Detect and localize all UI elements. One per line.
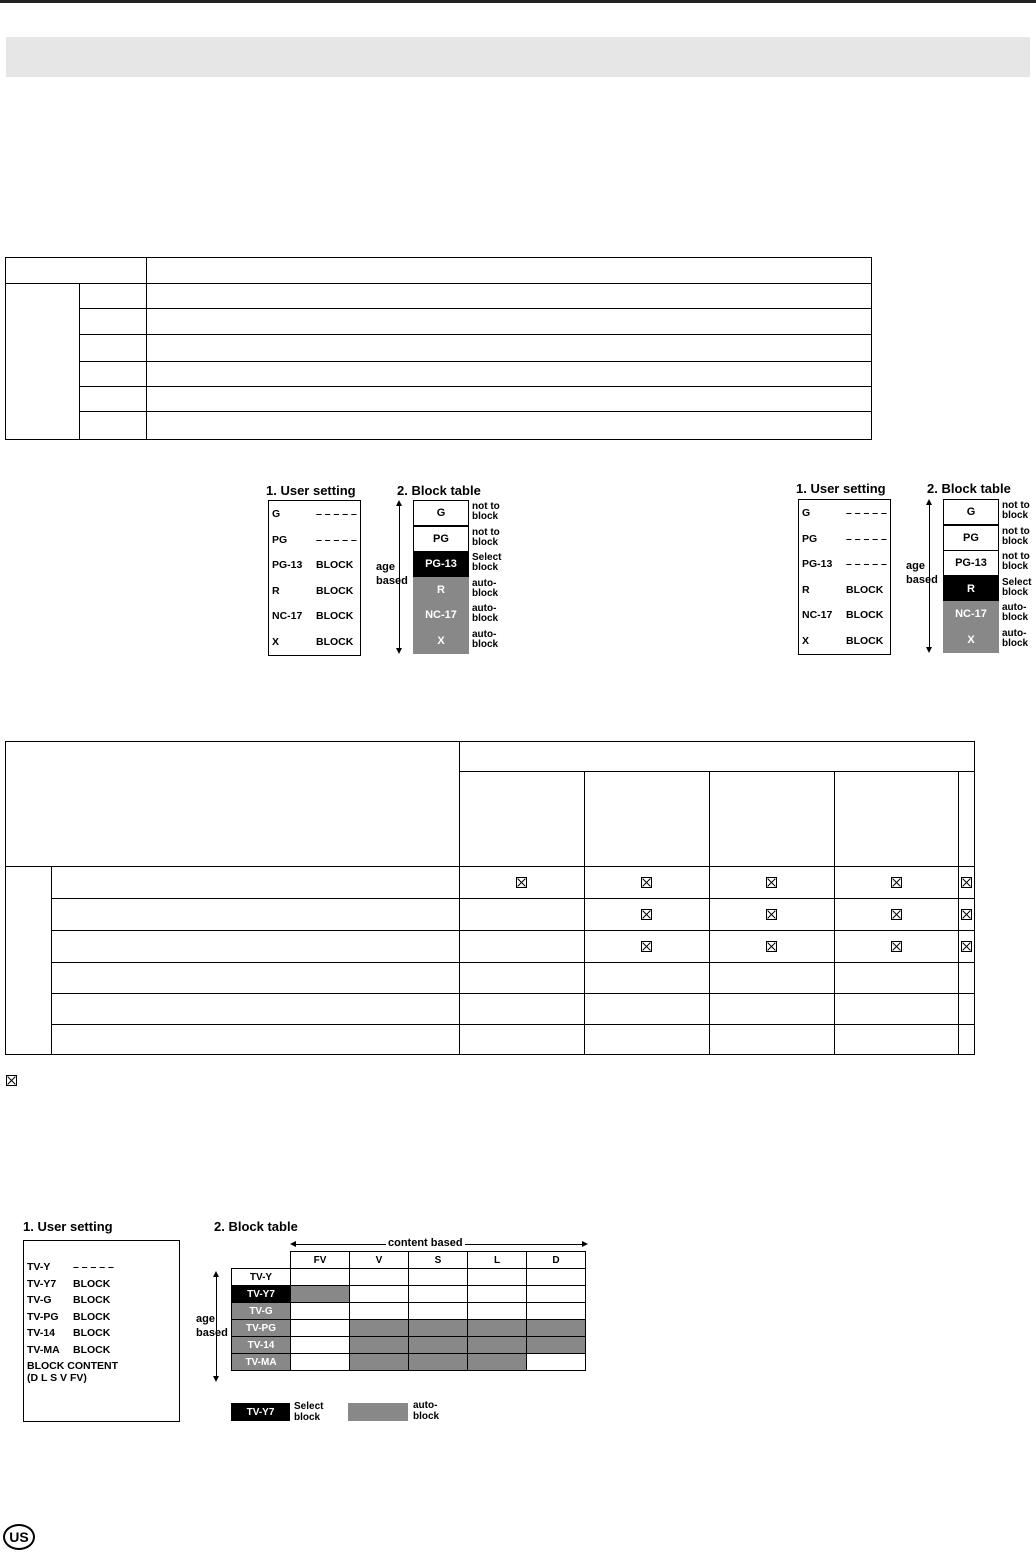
- content-cell: [291, 1337, 350, 1354]
- check-cell: [709, 899, 834, 931]
- block-table-note: block: [1002, 535, 1029, 547]
- user-setting-rating: NC-17: [802, 609, 833, 621]
- content-cell: [409, 1320, 468, 1337]
- user-setting-value: – – – – –: [846, 558, 887, 570]
- block-table-cell: R: [413, 577, 469, 603]
- user-setting-value: BLOCK: [316, 610, 354, 622]
- age-based-label: age: [196, 1313, 215, 1325]
- table-row: [6, 994, 975, 1025]
- table-row: [6, 867, 975, 899]
- user-setting-value: BLOCK: [316, 584, 354, 597]
- user-setting-value: – – – – –: [73, 1261, 114, 1273]
- user-setting-rating: PG: [802, 532, 818, 545]
- content-cell: [291, 1269, 350, 1286]
- content-cell: [291, 1286, 350, 1303]
- block-table-note: Select: [472, 552, 502, 564]
- content-column-header: D: [527, 1252, 586, 1269]
- block-table-title: 2. Block table: [214, 1219, 298, 1234]
- check-cell: [584, 931, 709, 963]
- check-cell: [584, 867, 709, 899]
- check-cell: [584, 963, 709, 994]
- block-table-cell: X: [413, 628, 469, 654]
- check-cell: [958, 994, 974, 1025]
- block-table-cell: PG-13: [413, 551, 469, 577]
- block-table-cell: NC-17: [943, 601, 999, 627]
- table-row: [232, 1269, 586, 1286]
- content-cell: [527, 1337, 586, 1354]
- user-setting-rating: TV-G: [27, 1294, 52, 1307]
- checkbox-x-icon: [961, 877, 972, 888]
- block-table-note: block: [472, 562, 499, 574]
- user-setting-value: BLOCK: [316, 635, 354, 648]
- checkbox-x-icon: [766, 877, 777, 888]
- content-cell: [291, 1320, 350, 1337]
- check-cell: [709, 963, 834, 994]
- user-setting-box: [798, 499, 891, 655]
- age-based-label: based: [906, 574, 938, 586]
- content-cell: [350, 1354, 409, 1371]
- table-row: [6, 1025, 975, 1055]
- content-cell: [527, 1354, 586, 1371]
- block-table-note: block: [1002, 612, 1029, 624]
- user-setting-value: BLOCK: [73, 1344, 111, 1356]
- table-row: [6, 899, 975, 931]
- block-table-note: not to: [1002, 525, 1030, 537]
- checkbox-x-icon: [961, 941, 972, 952]
- block-table-cell: G: [943, 499, 999, 525]
- content-cell: [468, 1337, 527, 1354]
- user-setting-value: – – – – –: [846, 507, 887, 519]
- age-based-label: age: [906, 560, 925, 572]
- content-cell: [291, 1354, 350, 1371]
- check-cell: [834, 867, 958, 899]
- check-cell: [709, 994, 834, 1025]
- rating-row-header: TV-14: [232, 1337, 291, 1354]
- check-cell: [459, 899, 584, 931]
- block-table-note: auto-: [472, 577, 497, 589]
- user-setting-rating: G: [272, 508, 281, 520]
- rating-table-2: [5, 741, 975, 1055]
- check-cell: [958, 867, 974, 899]
- content-cell: [527, 1320, 586, 1337]
- user-setting-rating: TV-Y7: [27, 1277, 57, 1290]
- user-setting-value: BLOCK: [73, 1327, 111, 1340]
- block-content-codes: (D L S V FV): [27, 1372, 87, 1384]
- top-rule: [0, 0, 1036, 3]
- checkbox-x-icon: [891, 909, 902, 920]
- content-cell: [527, 1269, 586, 1286]
- block-table-cell: G: [413, 500, 469, 526]
- user-setting-rating: G: [802, 507, 811, 519]
- checkbox-x-icon: [6, 1075, 17, 1086]
- checkbox-x-icon: [766, 909, 777, 920]
- user-setting-rating: TV-MA: [27, 1344, 60, 1356]
- content-column-header: S: [409, 1252, 468, 1269]
- content-column-header: L: [468, 1252, 527, 1269]
- user-setting-title: 1. User setting: [23, 1219, 113, 1234]
- rating-row-header: TV-Y: [232, 1269, 291, 1286]
- tv-block-table: [231, 1251, 586, 1371]
- check-cell: [459, 867, 584, 899]
- user-setting-value: BLOCK: [73, 1294, 111, 1307]
- content-cell: [527, 1286, 586, 1303]
- content-cell: [468, 1269, 527, 1286]
- block-table-note: not to: [1002, 500, 1030, 511]
- rating-row-header: TV-MA: [232, 1354, 291, 1371]
- content-cell: [350, 1303, 409, 1320]
- check-cell: [584, 899, 709, 931]
- block-table-note: block: [1002, 510, 1029, 521]
- block-table-cell: NC-17: [413, 602, 469, 628]
- content-cell: [350, 1286, 409, 1303]
- content-cell: [350, 1320, 409, 1337]
- user-setting-value: – – – – –: [316, 508, 357, 520]
- block-table-note: not to: [1002, 551, 1030, 563]
- check-cell: [459, 931, 584, 963]
- content-cell: [468, 1320, 527, 1337]
- content-cell: [350, 1269, 409, 1286]
- checkbox-x-icon: [516, 877, 527, 888]
- row-label-cell: [52, 1025, 460, 1055]
- legend-auto-swatch: [348, 1403, 408, 1421]
- user-setting-title: 1. User setting: [796, 481, 886, 496]
- check-cell: [834, 931, 958, 963]
- content-cell: [468, 1286, 527, 1303]
- user-setting-value: BLOCK: [73, 1277, 111, 1290]
- user-setting-title: 1. User setting: [266, 483, 356, 498]
- block-table-note: block: [1002, 638, 1029, 649]
- user-setting-value: – – – – –: [846, 532, 887, 545]
- content-cell: [350, 1337, 409, 1354]
- check-cell: [709, 1025, 834, 1055]
- check-cell: [834, 994, 958, 1025]
- user-setting-value: – – – – –: [316, 533, 357, 546]
- block-table-note: block: [472, 536, 499, 548]
- checkbox-x-icon: [766, 941, 777, 952]
- table-row: [6, 963, 975, 994]
- block-table-note: block: [1002, 561, 1029, 573]
- row-label-cell: [52, 899, 460, 931]
- user-setting-rating: X: [802, 634, 810, 647]
- content-cell: [527, 1303, 586, 1320]
- checkbox-x-icon: [641, 877, 652, 888]
- check-cell: [834, 1025, 958, 1055]
- content-cell: [409, 1303, 468, 1320]
- content-cell: [409, 1269, 468, 1286]
- row-label-cell: [52, 867, 460, 899]
- check-cell: [459, 963, 584, 994]
- user-setting-value: BLOCK: [846, 609, 884, 621]
- block-table-title: 2. Block table: [927, 481, 1011, 496]
- check-cell: [958, 1025, 974, 1055]
- user-setting-rating: X: [272, 635, 280, 648]
- legend-auto-note: auto-: [413, 1400, 438, 1411]
- checkbox-x-icon: [641, 909, 652, 920]
- rating-table-1: [5, 257, 872, 440]
- checkbox-x-icon: [961, 909, 972, 920]
- legend-auto-note: block: [413, 1411, 440, 1422]
- block-table-note: auto-: [472, 603, 497, 615]
- user-setting-rating: R: [272, 584, 280, 597]
- check-cell: [958, 899, 974, 931]
- table-row: [232, 1354, 586, 1371]
- user-setting-rating: R: [802, 583, 810, 596]
- content-based-label: content based: [388, 1237, 463, 1249]
- user-setting-rating: PG: [272, 533, 288, 546]
- user-setting-rating: PG-13: [802, 558, 833, 570]
- user-setting-value: BLOCK: [316, 559, 354, 571]
- user-setting-rating: TV-14: [27, 1327, 56, 1340]
- table-row: [6, 931, 975, 963]
- check-cell: [709, 931, 834, 963]
- block-table-title: 2. Block table: [397, 483, 481, 498]
- block-table-note: auto-: [1002, 602, 1027, 614]
- check-cell: [834, 899, 958, 931]
- content-cell: [409, 1286, 468, 1303]
- table-row: [232, 1320, 586, 1337]
- block-table-note: block: [472, 639, 499, 650]
- row-label-cell: [52, 931, 460, 963]
- block-table-note: auto-: [1002, 628, 1027, 639]
- region-badge: US: [3, 1524, 35, 1550]
- user-setting-value: BLOCK: [846, 583, 884, 596]
- block-table-note: auto-: [472, 629, 497, 640]
- block-table-note: block: [472, 587, 499, 599]
- block-table-cell: PG: [943, 525, 999, 551]
- check-cell: [584, 994, 709, 1025]
- block-table-cell: X: [943, 627, 999, 653]
- user-setting-box: [268, 500, 361, 656]
- row-group-cell: [6, 867, 52, 1055]
- block-content-label: BLOCK CONTENT: [27, 1360, 118, 1372]
- check-cell: [459, 994, 584, 1025]
- check-cell: [584, 1025, 709, 1055]
- check-cell: [459, 1025, 584, 1055]
- checkbox-x-icon: [641, 941, 652, 952]
- rating-row-header: TV-PG: [232, 1320, 291, 1337]
- check-cell: [958, 931, 974, 963]
- block-table-note: not to: [472, 526, 500, 538]
- age-based-label: age: [376, 561, 395, 573]
- user-setting-value: BLOCK: [73, 1310, 111, 1323]
- legend-select-note: Select: [294, 1401, 324, 1412]
- content-column-header: V: [350, 1252, 409, 1269]
- user-setting-rating: NC-17: [272, 610, 303, 622]
- content-cell: [468, 1354, 527, 1371]
- row-label-cell: [52, 963, 460, 994]
- content-column-header: FV: [291, 1252, 350, 1269]
- table-row: [232, 1303, 586, 1320]
- user-setting-rating: TV-Y: [27, 1261, 51, 1273]
- age-based-label: based: [376, 575, 408, 587]
- block-table-note: not to: [472, 501, 500, 512]
- check-cell: [834, 963, 958, 994]
- user-setting-rating: PG-13: [272, 559, 303, 571]
- check-cell: [709, 867, 834, 899]
- content-cell: [291, 1303, 350, 1320]
- table-row: [232, 1286, 586, 1303]
- legend-select-note: block: [294, 1412, 321, 1423]
- block-table-cell: PG: [413, 526, 469, 552]
- block-table-note: Select: [1002, 576, 1032, 588]
- block-table-note: block: [472, 613, 499, 625]
- content-cell: [468, 1303, 527, 1320]
- block-table-note: block: [472, 511, 499, 522]
- block-table-cell: PG-13: [943, 550, 999, 576]
- block-table-note: block: [1002, 586, 1029, 598]
- user-setting-rating: TV-PG: [27, 1310, 59, 1323]
- checkbox-x-icon: [891, 877, 902, 888]
- row-label-cell: [52, 994, 460, 1025]
- content-cell: [409, 1337, 468, 1354]
- age-based-label: based: [196, 1327, 228, 1339]
- section-header-band: [6, 37, 1030, 77]
- rating-row-header: TV-Y7: [232, 1286, 291, 1303]
- corner-cell: [232, 1252, 291, 1269]
- table-row: [232, 1337, 586, 1354]
- legend-select-swatch: TV-Y7: [231, 1403, 290, 1421]
- checkbox-x-icon: [891, 941, 902, 952]
- block-table-cell: R: [943, 576, 999, 602]
- rating-row-header: TV-G: [232, 1303, 291, 1320]
- content-cell: [409, 1354, 468, 1371]
- check-cell: [958, 963, 974, 994]
- user-setting-value: BLOCK: [846, 634, 884, 647]
